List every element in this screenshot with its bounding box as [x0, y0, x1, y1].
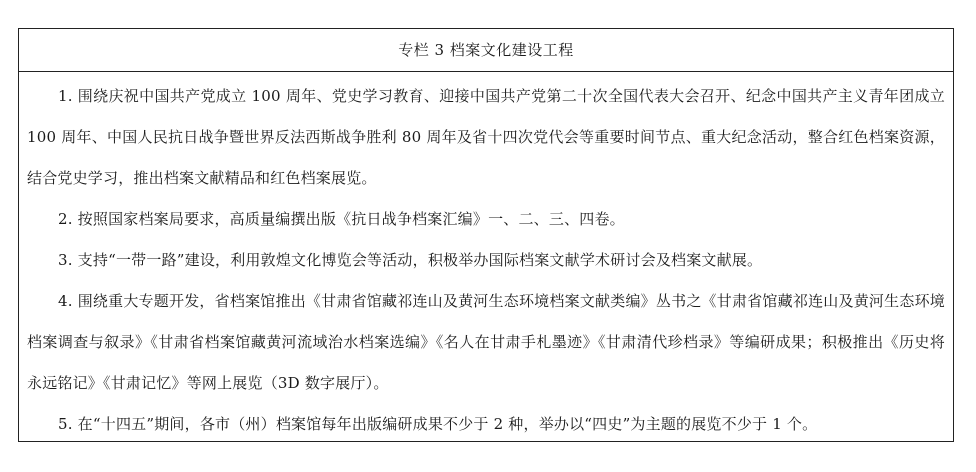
- item-5: 5. 在“十四五”期间，各市（州）档案馆每年出版编研成果不少于 2 种，举办以“四史”为主题的展览不少于 1 个。: [58, 415, 818, 433]
- item-3: 3. 支持“一带一路”建设，利用敦煌文化博览会等活动，积极举办国际档案文献学术研讨会及档案文献展。: [58, 251, 763, 269]
- item-4: 4. 围绕重大专题开发，省档案馆推出《甘肃省馆藏祁连山及黄河生态环境档案文献类编》丛书之《甘肃省馆藏祁连山及黄河生态环境档案调查与叙录》《甘肃省档案馆藏黄河流域治水档案选编》《名人在甘肃手札墨迹》《甘肃清代珍档录》等编研成果；积极推出《历史将永远铭记》《甘肃记忆》等网上展览（3D 数字展厅）。: [27, 292, 945, 392]
- column-body: [19, 72, 953, 445]
- column-box: [18, 28, 954, 442]
- item-2: 2. 按照国家档案局要求，高质量编撰出版《抗日战争档案汇编》一、二、三、四卷。: [58, 210, 625, 228]
- item-1: 1. 围绕庆祝中国共产党成立 100 周年、党史学习教育、迎接中国共产党第二十次全国代表大会召开、纪念中国共产主义青年团成立 100 周年、中国人民抗日战争暨世界反法西斯战争胜利 80 周年及省十四次党代会等重要时间节点、重大纪念活动，整合红色档案资源，结合党史学习，推出档案文献精品和红色档案展览。: [27, 87, 945, 187]
- column-title: 专栏 3 档案文化建设工程: [19, 29, 953, 72]
